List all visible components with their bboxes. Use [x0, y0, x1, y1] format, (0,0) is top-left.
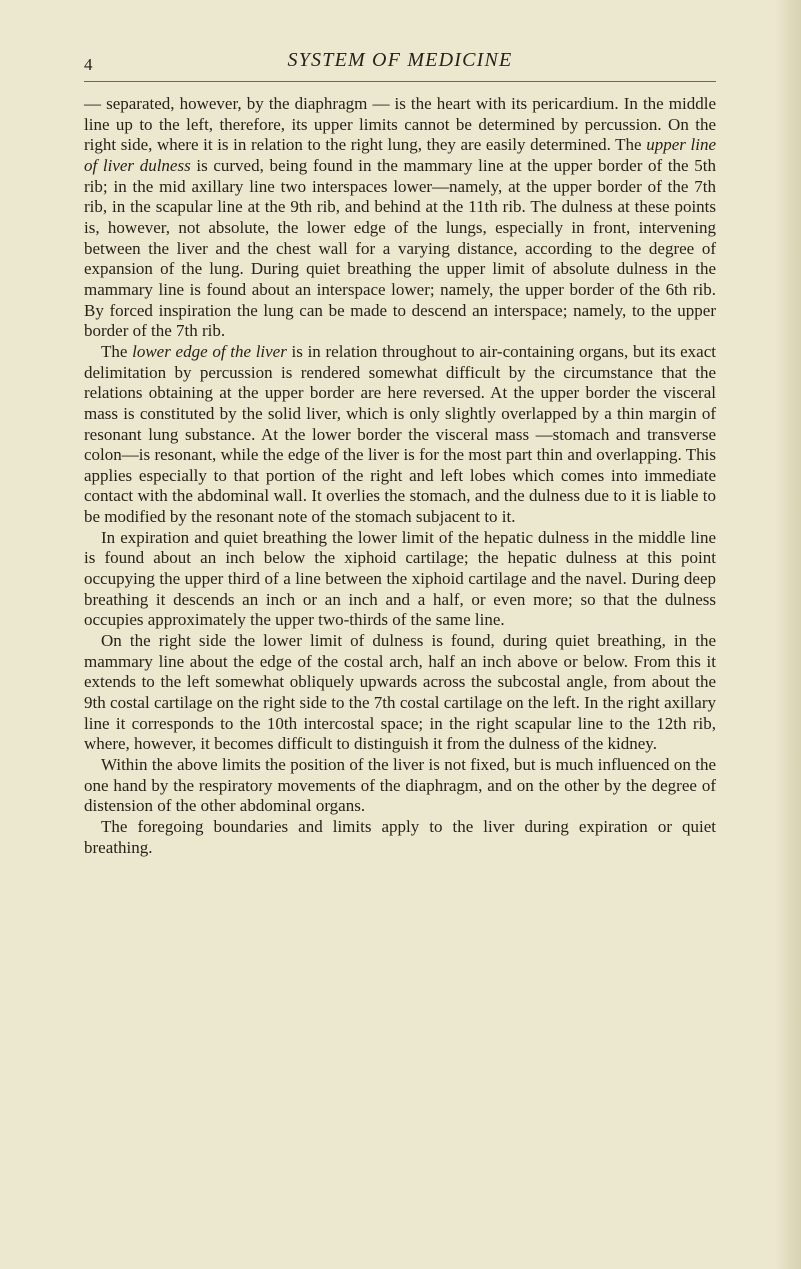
paragraph-right-side [84, 631, 716, 755]
text-run: In expiration and quiet breathing the lower limit of the hepatic dulness in the middle line is found about an inch below the xiphoid cartilage; the hepatic dulness at this point occupying the upper third of a line between the xiphoid cartilage and the navel. During deep breathing it descends an inch or an inch and a half, or even more; so that the dulness occupies approximately the upper two-thirds of the same line. [84, 527, 716, 630]
italic-term-upper-line: upper line of liver dulness [84, 135, 716, 175]
paragraph-liver-position [84, 755, 716, 817]
text-run: is in relation throughout to air-containing organs, but its exact delimitation by percussion is rendered somewhat difficult by the circumstance that the relations obtaining at the upper border are here reversed. At the upper border the visceral mass is constituted by the solid liver, which is only slightly overlapped by a thin margin of resonant lung substance. At the lower border the visceral mass —stomach and transverse colon—is resonant, while the edge of the liver is for the most part thin and overlapping. This applies especially to that portion of the right and left lobes which comes into immediate contact with the abdominal wall. It overlies the stomach, and the dulness due to it is liable to be modified by the resonant note of the stomach subjacent to it. [84, 341, 717, 527]
italic-term-lower-edge: lower edge of the liver [132, 341, 287, 361]
paragraph-heart-and-upper-dulness [84, 94, 716, 342]
text-run: The foregoing boundaries and limits apply to the liver during expiration or quiet breathing. [84, 816, 716, 857]
header-rule [84, 81, 716, 82]
text-run: — separated, however, by the diaphragm — is the heart with its pericardium. In the middle line up to the left, therefore, its upper limits cannot be determined by percussion. On the right side, where it is in relation to the right lung, they are easily determined. The [84, 94, 716, 155]
text-run: The [101, 341, 133, 361]
text-run: Within the above limits the position of the liver is not fixed, but is much influenced on the one hand by the respiratory movements of the diaphragm, and on the other by the degree of distension of the other abdominal organs. [84, 755, 716, 816]
body-text [84, 94, 716, 858]
paragraph-expiration [84, 528, 716, 631]
page-number: 4 [84, 55, 93, 74]
paragraph-foregoing-boundaries [84, 817, 716, 858]
running-title: SYSTEM OF MEDICINE [287, 49, 513, 71]
text-run: is curved, being found in the mammary line at the upper border of the 5th rib; in the mid axillary line two interspaces lower—namely, at the upper border of the 7th rib, in the scapular line at the 9th rib, and behind at the 11th rib. The dulness at these points is, however, not absolute, the lower edge of the lungs, especially in front, intervening between the liver and the chest wall for a varying distance, according to the degree of expansion of the lung. During quiet breathing the upper limit of absolute dulness in the mammary line is found about an interspace lower; namely, the upper border of the 6th rib. By forced inspiration the lung can be made to descend an interspace; namely, to the upper border of the 7th rib. [84, 155, 716, 341]
page-header [84, 44, 716, 78]
text-run: On the right side the lower limit of dulness is found, during quiet breathing, in the mammary line about the edge of the costal arch, half an inch above or below. From this it extends to the left somewhat obliquely upwards across the subcostal angle, from about the 9th costal cartilage on the right side to the 7th costal cartilage on the left. In the right axillary line it corresponds to the 10th intercostal space; in the right scapular line to the 12th rib, where, however, it becomes difficult to distinguish it from the dulness of the kidney. [84, 631, 716, 754]
paragraph-lower-edge [84, 342, 716, 528]
page-edge-shadow [775, 0, 801, 1269]
